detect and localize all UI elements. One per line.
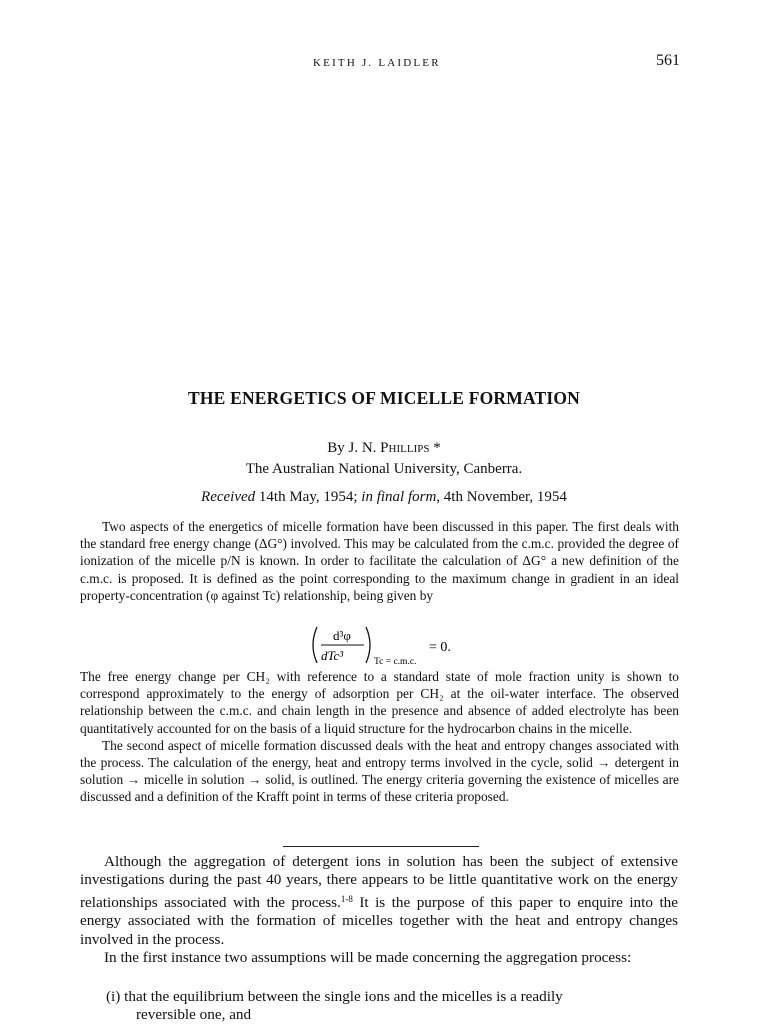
body-p1-end: It is the purpose of this paper to enquire into the energy associated with the formation of micelles together with the heat and entropy changes involved in the process. — [80, 893, 678, 948]
abstract-text-2: The free energy change per CH₂ with reference to a standard state of mole fraction unity is shown to correspond approximately to the energy of adsorption per CH₂ at the oil-water interface. The observed relationship between the c.m.c. and chain length in the presence and absence of added electrolyte has been quantitatively accounted for on the basis of a liquid structure for the hydrocarbon chains in the micelle. — [80, 669, 679, 736]
abstract-text-3: The second aspect of micelle formation discussed deals with the heat and entropy changes associated with the process. The calculation of the energy, heat and entropy terms involved in the cycle, solid → detergent in solution → micelle in solution → solid, is outlined. The energy criteria governing the existence of micelles are discussed and a definition of the Krafft point in terms of these criteria proposed. — [80, 737, 679, 805]
equation-svg — [308, 624, 508, 668]
received-line — [0, 489, 768, 506]
body-section — [80, 853, 678, 967]
left-paren — [313, 627, 317, 663]
body-paragraph-2: In the first instance two assumptions will be made concerning the aggregation process: — [104, 949, 632, 967]
list-item-1 — [106, 988, 678, 1025]
equation-denominator: dTc³ — [321, 648, 344, 663]
cmc-equation — [308, 624, 508, 668]
list-item-1-text: that the equilibrium between the single ions and the micelles is a readily — [124, 988, 563, 1005]
body-paragraph-1 — [80, 853, 678, 949]
page-number: 561 — [656, 52, 680, 69]
author-affiliation: The Australian National University, Canberra. — [245, 461, 523, 477]
author-name: J. N. Phillips * — [348, 440, 441, 456]
equation-numerator: d³φ — [333, 628, 351, 643]
right-paren — [366, 627, 370, 663]
final-form-date: 4th November, 1954 — [443, 489, 567, 505]
abstract-text-1: Two aspects of the energetics of micelle formation have been discussed in this paper. The first deals with the standard free energy change (ΔG°) involved. This may be calculated from the c.m.c. provided the degree of ionization of the micelle p/N is known. In order to facilitate the calculation of ΔG° a new definition of the c.m.c. is proposed. It is defined as the point corresponding to the maximum change in gradient in an ideal property-concentration (φ against Tc) relationship, being given by — [80, 519, 679, 603]
received-label: Received — [201, 489, 256, 505]
equation-rhs: = 0. — [429, 640, 451, 655]
byline-by: By — [327, 440, 345, 456]
list-item-marker: (i) — [106, 988, 121, 1005]
received-date: 14th May, 1954; — [258, 489, 358, 505]
abstract-paragraph-2-3 — [80, 668, 679, 806]
list-item-1-line-1 — [106, 988, 678, 1006]
running-head: KEITH J. LAIDLER — [313, 57, 441, 69]
body-p1-start: Although the aggregation of detergent ions in solution has been the subject of extensive investigations during the past 40 years, there appears to be little quantitative work on the energy relationships associated with the process. — [80, 853, 678, 911]
list-item-1-line-2: reversible one, and — [136, 1006, 252, 1024]
final-form-label: in final form, — [361, 489, 441, 505]
byline — [0, 440, 768, 457]
equation-subscript: Tc = c.m.c. — [374, 657, 417, 667]
section-divider — [283, 846, 479, 847]
article-title: THE ENERGETICS OF MICELLE FORMATION — [187, 388, 581, 408]
reference-superscript: 1-8 — [340, 893, 353, 904]
abstract-paragraph-1 — [80, 518, 679, 604]
